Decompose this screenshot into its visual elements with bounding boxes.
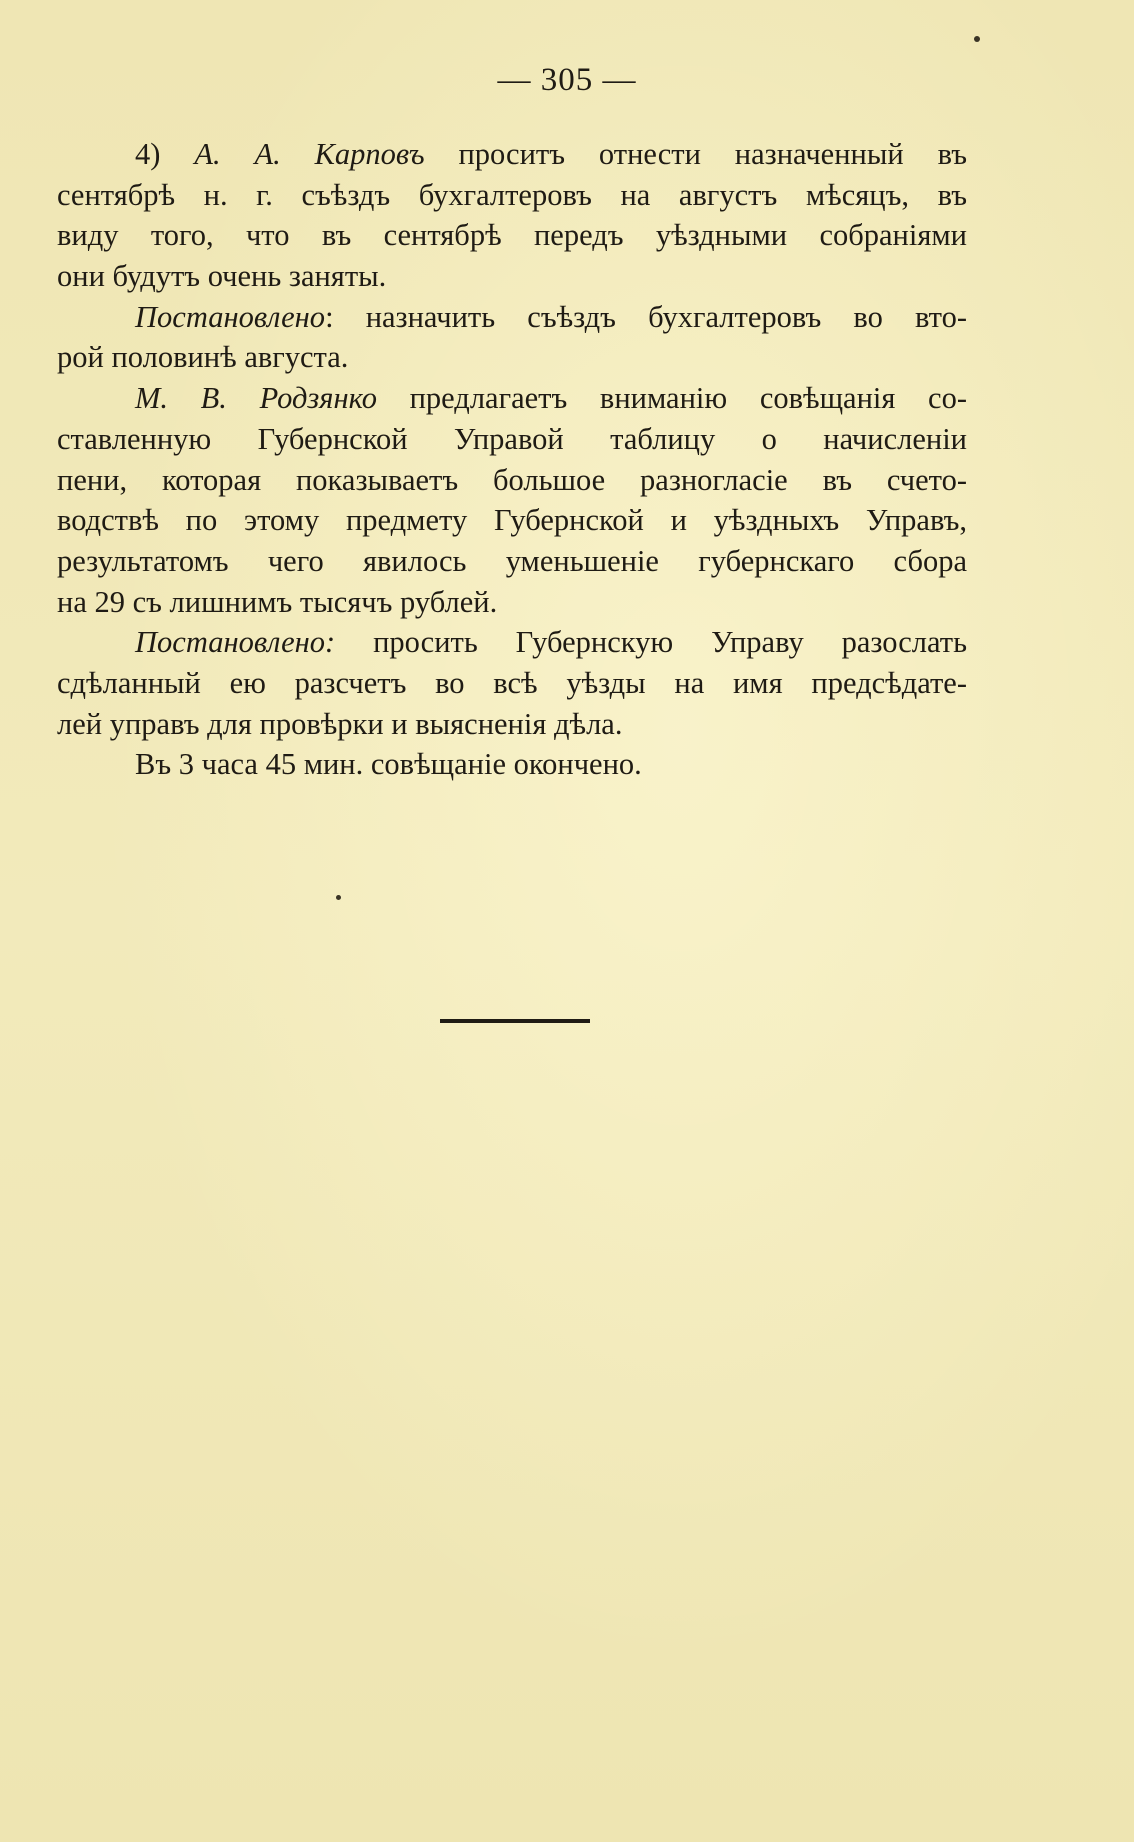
section-divider [440,1019,590,1023]
person-name: М. В. Родзянко [135,381,377,416]
text-line [57,297,967,338]
text-line: пени, которая показываетъ большое разногласіе въ счето- [57,462,967,497]
line-text: просить Губернскую Управу разослать [335,625,967,660]
text-line: результатомъ чего явилось уменьшеніе губернскаго сбора [57,543,967,578]
resolution-label: Постановлено [135,299,326,334]
page-number: — 305 — [497,62,637,98]
line-text: проситъ отнести назначенный въ [424,137,967,171]
text-body [57,134,967,785]
paragraph-resolution-1 [57,297,967,378]
text-line: виду того, что въ сентябрѣ передъ уѣздными собраніями [57,218,967,253]
person-name: А. А. Карповъ [194,137,425,171]
paragraph-karpov [57,134,967,297]
text-line: сдѣланный ею разсчетъ во всѣ уѣзды на имя предсѣдате- [57,665,967,700]
text-line [57,378,967,419]
text-line: на 29 съ лишнимъ тысячъ рублей. [57,584,498,619]
text-line [57,134,967,175]
line-text: предлагаетъ вниманію совѣщанія со- [376,381,968,416]
text-line: Въ 3 часа 45 мин. совѣщаніе окончено. [135,747,642,782]
paper-speck [974,36,980,42]
paragraph-resolution-2 [57,622,967,744]
resolution-label: Постановлено: [135,625,336,660]
text-line: рой половинѣ августа. [57,340,349,375]
paragraph-closing [57,744,967,785]
text-line: сентябрѣ н. г. съѣздъ бухгалтеровъ на августъ мѣсяцъ, въ [57,177,967,212]
item-number: 4) [135,137,195,171]
text-line: они будутъ очень заняты. [57,259,387,294]
paragraph-rodzianko [57,378,967,622]
text-line: водствѣ по этому предмету Губернской и уѣздныхъ Управъ, [57,503,967,538]
paper-speck [336,895,341,900]
text-line [57,622,967,663]
line-text: : назначить съѣздъ бухгалтеровъ во вто- [325,299,967,334]
text-line: ставленную Губернской Управой таблицу о начисленіи [57,421,967,456]
text-line: лей управъ для провѣрки и выясненія дѣла. [57,706,623,741]
